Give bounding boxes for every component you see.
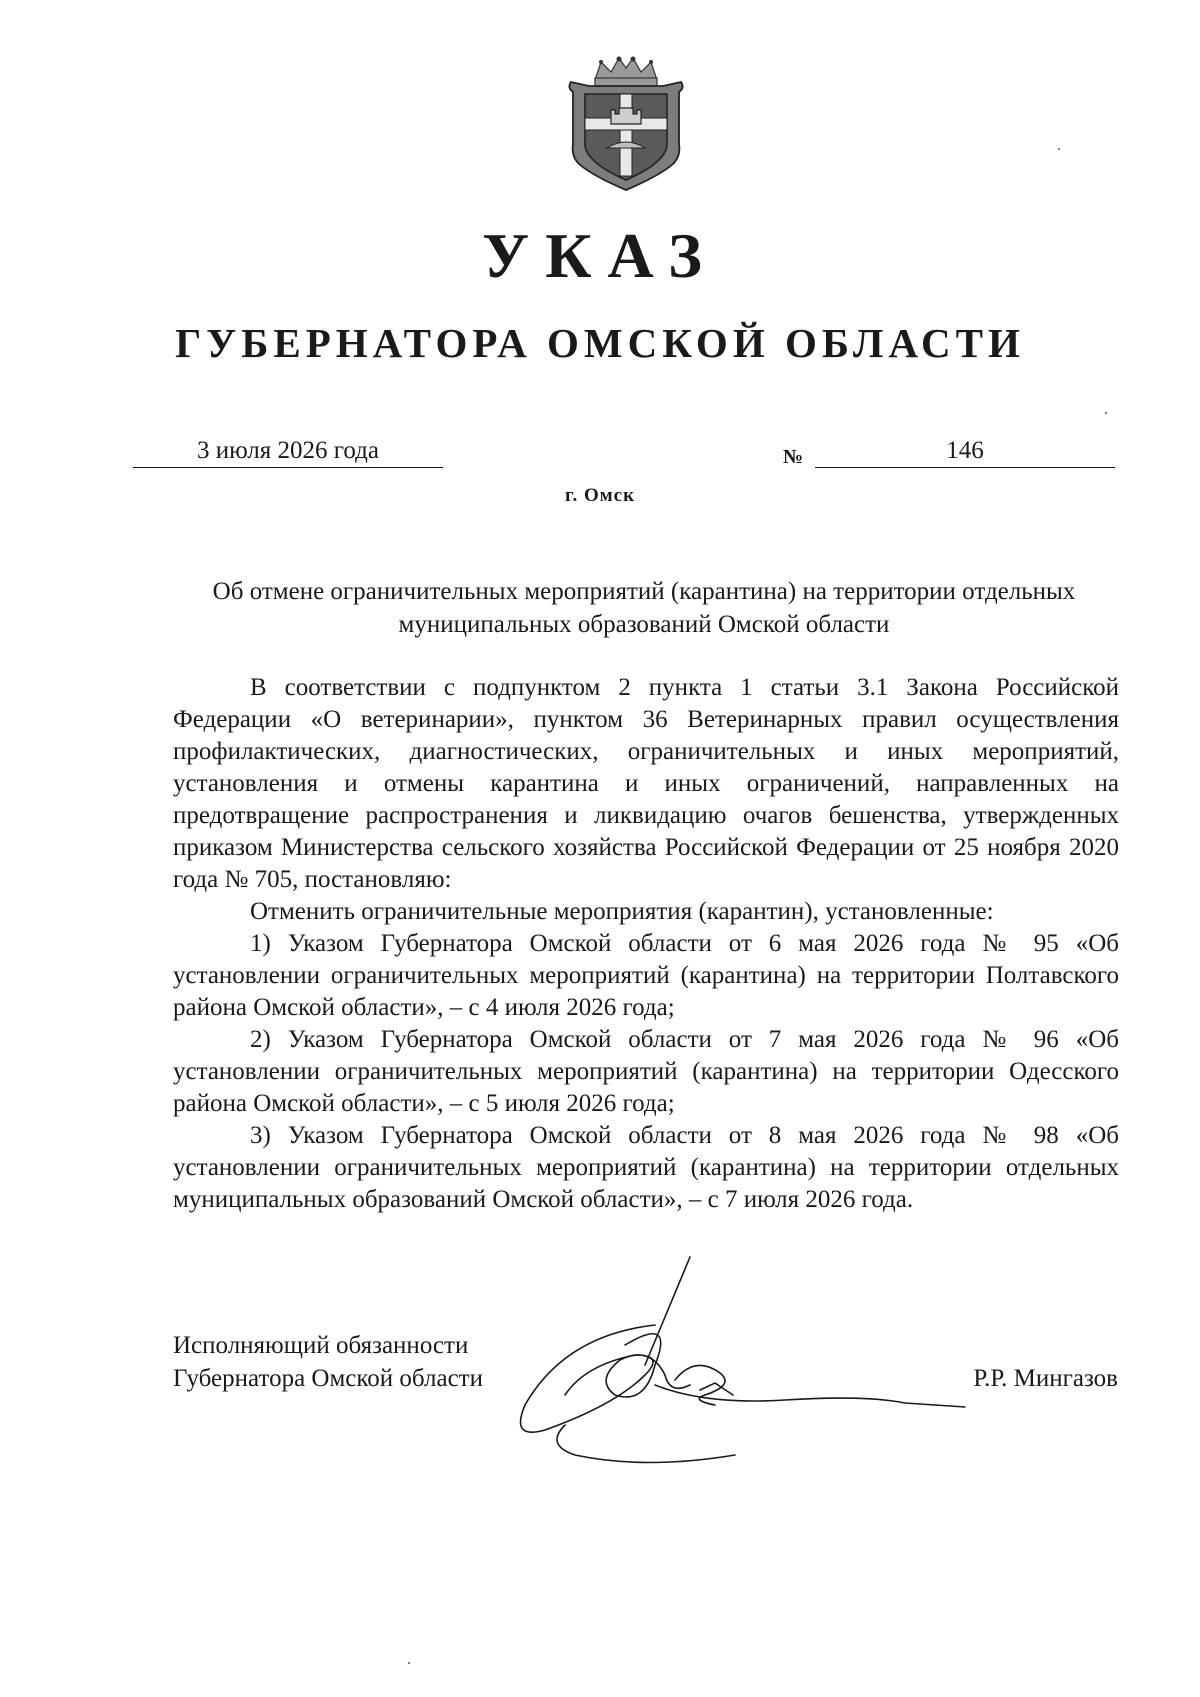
- date-underline: [133, 467, 443, 468]
- list-item: 1) Указом Губернатора Омской области от 6 мая 2026 года № 95 «Об установлении ограничительных мероприятий (карантина) на территории Полтавского района Омской области», – с 4 июля 2026 года;: [173, 930, 1119, 1021]
- document-subject: Об отмене ограничительных мероприятий (карантина) на территории отдельных муниципальных образований Омской области: [212, 578, 1076, 638]
- signatory-position-line2: Губернатора Омской области: [173, 1365, 483, 1392]
- scan-speck: [1058, 148, 1060, 150]
- document-city: г. Омск: [564, 485, 636, 506]
- preamble-paragraph: В соответствии с подпунктом 2 пункта 1 статьи 3.1 Закона Российской Федерации «О ветеринарии», пунктом 36 Ветеринарных правил осуществления профилактических, диагностических, ограничительных и иных мероприятий, установления и отмены карантина и иных ограничений, направленных на предотвращение распространения и ликвидацию очагов бешенства, утвержденных приказом Министерства сельского хозяйства Российской Федерации от 25 ноября 2020 года № 705, постановляю:: [173, 674, 1119, 893]
- list-item: 3) Указом Губернатора Омской области от 8 мая 2026 года № 98 «Об установлении ограничительных мероприятий (карантина) на территории отдельных муниципальных образований Омской области», – с 7 июля 2026 года.: [173, 1122, 1119, 1213]
- signatory-position-line1: Исполняющий обязанности: [173, 1332, 469, 1359]
- scan-speck: [408, 1662, 410, 1664]
- coat-of-arms-icon: [565, 52, 687, 194]
- list-item: 2) Указом Губернатора Омской области от 7 мая 2026 года № 96 «Об установлении ограничительных мероприятий (карантина) на территории Одесского района Омской области», – с 5 июля 2026 года;: [173, 1026, 1119, 1117]
- number-underline: [815, 467, 1115, 468]
- scan-speck: [1105, 412, 1107, 414]
- signatory-position: [173, 1329, 483, 1395]
- signature-icon: [505, 1255, 980, 1470]
- document-number: 146: [946, 437, 984, 464]
- document-title: УКАЗ: [482, 220, 718, 291]
- document-issuer: ГУБЕРНАТОРА ОМСКОЙ ОБЛАСТИ: [175, 320, 1025, 366]
- decision-paragraph: Отменить ограничительные мероприятия (карантин), установленные:: [250, 898, 994, 925]
- number-sign: №: [783, 446, 804, 468]
- document-date: 3 июля 2026 года: [197, 437, 379, 464]
- document-body: [173, 672, 1119, 1216]
- signatory-name: Р.Р. Мингазов: [973, 1365, 1118, 1392]
